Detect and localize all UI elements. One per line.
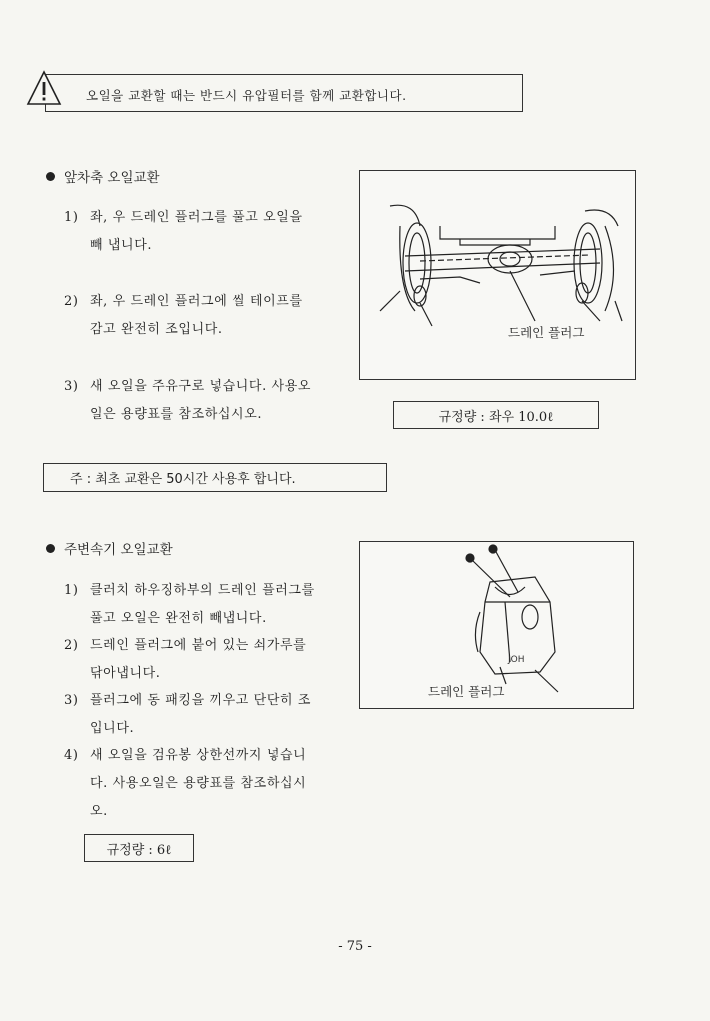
warning-text: 오일을 교환할 때는 반드시 유압필터를 함께 교환합니다.	[86, 88, 407, 103]
svg-text:JOH: JOH	[508, 655, 525, 665]
step-text: 좌, 우 드레인 플러그에 씰 테이프를	[90, 294, 303, 309]
page-number: - 75 -	[338, 939, 372, 954]
transmission-figure	[359, 541, 634, 709]
section2-step-4	[64, 742, 306, 826]
section2-heading: 주변속기 오일교환	[64, 542, 173, 558]
section1-step-2	[64, 288, 303, 344]
step-number: 2)	[64, 638, 79, 653]
section1-bullet	[46, 172, 55, 181]
step-text: 새 오일을 주유구로 넣습니다. 사용오	[90, 379, 312, 394]
step-number: 2)	[64, 294, 79, 309]
section1-heading: 앞차축 오일교환	[64, 170, 160, 186]
step-number: 3)	[64, 379, 79, 394]
step-text-cont: 빼 냅니다.	[90, 238, 153, 253]
section1-step-3	[64, 373, 311, 429]
front-axle-illustration	[360, 171, 635, 379]
step-number: 1)	[64, 583, 79, 598]
step-text-cont: 입니다.	[90, 721, 135, 736]
step-number: 3)	[64, 693, 79, 708]
step-text: 새 오일을 검유봉 상한선까지 넣습니	[90, 748, 307, 763]
front-axle-drain-plug-label: 드레인 플러그	[508, 325, 585, 340]
step-text-cont: 오.	[90, 804, 108, 819]
front-axle-spec-box: 규정량 : 좌우 10.0ℓ	[393, 401, 599, 429]
section2-step-1	[64, 577, 315, 633]
step-text-cont: 다. 사용오일은 용량표를 참조하십시	[90, 776, 307, 791]
step-text-cont: 감고 완전히 조입니다.	[90, 322, 223, 337]
step-text-cont: 풀고 오일은 완전히 빼냅니다.	[90, 611, 267, 626]
section2-step-2	[64, 632, 306, 688]
transmission-spec-box: 규정량 : 6ℓ	[84, 834, 194, 862]
step-text: 클러치 하우징하부의 드레인 플러그를	[90, 583, 315, 598]
step-text: 좌, 우 드레인 플러그를 풀고 오일을	[90, 210, 303, 225]
section1-step-1	[64, 204, 303, 260]
step-text-cont: 닦아냅니다.	[90, 666, 161, 681]
note-box: 주 : 최초 교환은 50시간 사용후 합니다.	[43, 463, 387, 492]
step-number: 1)	[64, 210, 79, 225]
step-text-cont: 일은 용량표를 참조하십시오.	[90, 407, 263, 422]
step-number: 4)	[64, 748, 79, 763]
section2-bullet	[46, 544, 55, 553]
warning-triangle-icon	[26, 70, 66, 108]
section2-step-3	[64, 687, 311, 743]
step-text: 드레인 플러그에 붙어 있는 쇠가루를	[90, 638, 307, 653]
front-axle-figure	[359, 170, 636, 380]
step-text: 플러그에 동 패킹을 끼우고 단단히 조	[90, 693, 312, 708]
transmission-drain-plug-label: 드레인 플러그	[428, 684, 505, 699]
